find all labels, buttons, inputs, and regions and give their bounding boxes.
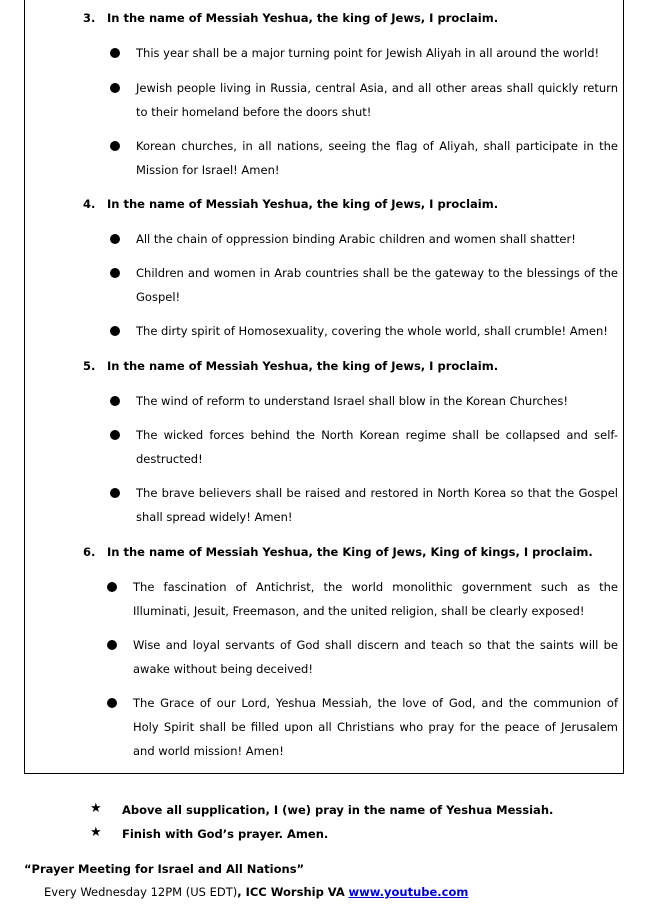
footer-venue: ICC Worship VA	[245, 885, 345, 899]
section-number: 5.	[83, 359, 96, 373]
star-icon: ★	[90, 825, 102, 840]
bullet-icon	[110, 488, 120, 498]
list-item: The dirty spirit of Homosexuality, covering the whole world, shall crumble! Amen!	[136, 324, 608, 338]
closing-line: Above all supplication, I (we) pray in the name of Yeshua Messiah.	[122, 803, 554, 817]
list-item: Jewish people living in Russia, central Asia, and all other areas shall quickly return to their homeland before the doors shut!	[136, 81, 618, 119]
list-item: All the chain of oppression binding Arabic children and women shall shatter!	[136, 232, 576, 246]
section-number: 3.	[83, 11, 96, 25]
list-item: The Grace of our Lord, Yeshua Messiah, the love of God, and the communion of Holy Spirit shall be filled upon all Christians who pray for the peace of Jerusalem and world mission! Amen!	[133, 696, 618, 758]
section-number: 4.	[83, 197, 96, 211]
section-title: In the name of Messiah Yeshua, the king of Jews, I proclaim.	[107, 197, 499, 211]
footer-separator: ,	[237, 885, 246, 899]
list-item: The brave believers shall be raised and restored in North Korea so that the Gospel shall spread widely! Amen!	[136, 486, 618, 524]
list-item: This year shall be a major turning point for Jewish Aliyah in all around the world!	[136, 46, 600, 60]
bullet-icon	[107, 582, 117, 592]
bullet-icon	[110, 396, 120, 406]
star-icon: ★	[90, 801, 102, 816]
section-title: In the name of Messiah Yeshua, the king of Jews, I proclaim.	[107, 11, 499, 25]
footer-info	[44, 885, 468, 899]
section-title: In the name of Messiah Yeshua, the King of Jews, King of kings, I proclaim.	[107, 545, 593, 559]
list-item: The wicked forces behind the North Korean regime shall be collapsed and self-destructed!	[136, 428, 618, 466]
list-item: The fascination of Antichrist, the world monolithic government such as the Illuminati, Jesuit, Freemason, and the united religion, shall be clearly exposed!	[133, 580, 618, 618]
section-number: 6.	[83, 545, 96, 559]
bullet-icon	[107, 698, 117, 708]
bullet-icon	[110, 326, 120, 336]
bullet-icon	[110, 83, 120, 93]
list-item: Children and women in Arab countries shall be the gateway to the blessings of the Gospel!	[136, 266, 618, 304]
bullet-icon	[110, 141, 120, 151]
section-title: In the name of Messiah Yeshua, the king of Jews, I proclaim.	[107, 359, 499, 373]
footer-schedule: Every Wednesday 12PM (US EDT)	[44, 885, 238, 899]
bullet-icon	[110, 268, 120, 278]
footer-title: “Prayer Meeting for Israel and All Nations”	[24, 862, 305, 876]
list-item: The wind of reform to understand Israel shall blow in the Korean Churches!	[136, 394, 568, 408]
youtube-link[interactable]: www.youtube.com	[348, 885, 469, 899]
bullet-icon	[110, 234, 120, 244]
bullet-icon	[107, 640, 117, 650]
bullet-icon	[110, 48, 120, 58]
list-item: Wise and loyal servants of God shall discern and teach so that the saints will be awake without being deceived!	[133, 638, 618, 676]
list-item: Korean churches, in all nations, seeing the flag of Aliyah, shall participate in the Mission for Israel! Amen!	[136, 139, 618, 177]
closing-line: Finish with God’s prayer. Amen.	[122, 827, 329, 841]
bullet-icon	[110, 430, 120, 440]
